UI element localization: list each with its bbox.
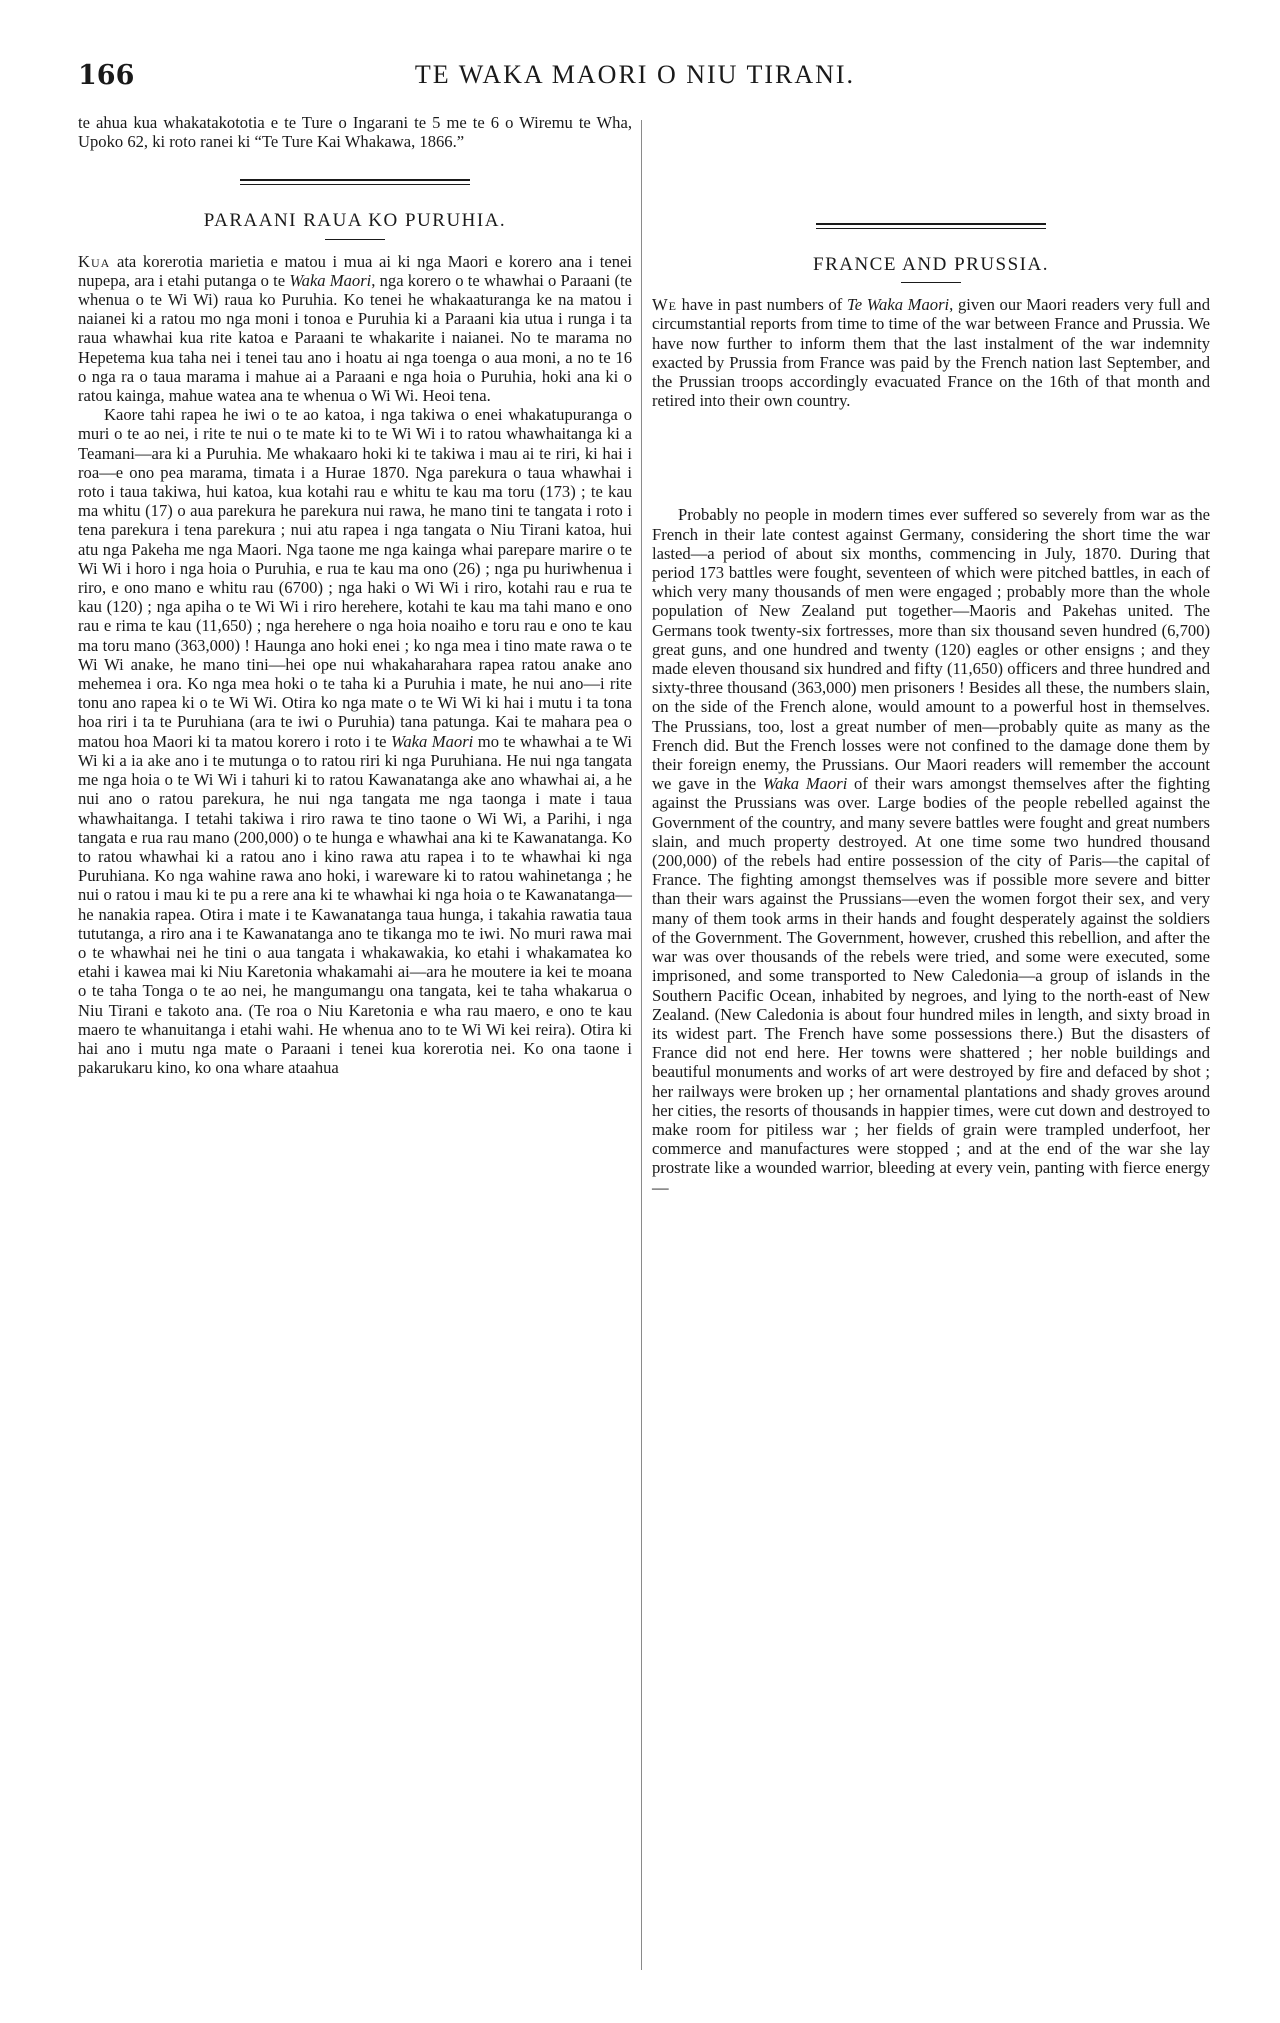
article-paragraph [78, 252, 632, 406]
running-title: TE WAKA MAORI O NIU TIRANI. [414, 60, 856, 89]
newspaper-title: Te Waka Maori [847, 295, 950, 315]
right-column [652, 113, 1210, 1197]
small-caps-opening: We [652, 295, 677, 315]
text-run: , given our Maori readers very full and circumstantial reports from time to time of the war between France and Prussia. We have now further to inform them that the last instalment of the war indemnity exacted by Prussia from France was paid by the French nation last September, and the Prussian troops accordingly evacuated France on the 16th of that month and retired into their own country. [652, 295, 1210, 411]
text-run: Kaore tahi rapea he iwi o te ao katoa, i nga takiwa o enei whakatupuranga o muri o te ao nei, i rite te nui o te mate ki to te Wi Wi i to ratou whawhaitanga ki a Teamani—ara ki a Puruhia. Me whakaaro hoki ki te takiwa i mau ai te riri, ki hai i roa—e ono pea marama, timata i a Hurae 1870. Nga parekura o taua whawhai i roto i taua takiwa, hui katoa, kua kotahi rau e whitu te kau ma toru (173) ; te kau ma whitu (17) o aua parekura he parekura nui rawa, he mano tini te tangata i roto i tena parekura i tena parekura ; nui atu rapea i nga tangata o Niu Tirani katoa, hui atu nga Pakeha me nga Maori. Nga taone me nga kainga whai parepare marire o te Wi Wi i horo i nga hoia o Puruhia, e rua te kau ma ono (26) ; nga pu huriwhenua i riro, e ono mano e whitu rau (6700) ; nga haki o Wi Wi i riro, kotahi rau e rua te kau (120) ; nga apiha o te Wi Wi i riro herehere, kotahi te kau ma tahi mano e ono rau e rima te kau (11,650) ; nga herehere o nga hoia noaiho e toru rau e ono te kau ma toru mano (363,000) ! Haunga ano hoki enei ; ko nga mea i tino mate rawa o te Wi Wi anake, he mano tini—hei ope nui whakaharahara rapea ratou anake ano mehemea i ora. Ko nga mea hoki o te taha ki a Puruhia i mate, he nui ano—i rite tonu ano rapea ki o te Wi Wi. Otira ko nga mate o te Wi Wi ki hai i mutu i ta tona hoa riri i ta te Puruhiana (ara te iwi o Puruhia) tana patunga. Kai te mahara pea o matou hoa Maori ki ta matou korero i roto i te [78, 405, 632, 751]
short-rule [901, 282, 961, 283]
left-column [78, 113, 632, 1077]
column-divider [641, 120, 642, 1970]
text-run: , nga korero o te whawhai o Paraani (te whenua o te Wi Wi) raua ko Puruhia. Ko tenei he whakaaturanga ke na matou i naianei ki a ratou mo nga moni i tonoa e Puruhia ki a Paraani kia utua i runga i ta raua whawhai kua rite katoa e Paraani te whakarite i naianei. No te marama no Hepetema kua taha nei i tenei tau ano i hoatu ai nga toenga o aua moni, a no te 16 o nga ra o taua marama i mahue ai a Paraani e nga hoia o Puruhia, hoki ana ki o ratou kainga, mahue watea ana te whenua o Wi Wi. Heoi tena. [78, 270, 632, 406]
double-rule [240, 179, 470, 185]
article-paragraph [652, 295, 1210, 410]
small-caps-opening: Kua [78, 251, 111, 271]
text-run: have in past numbers of [677, 295, 847, 315]
article-paragraph [652, 505, 1210, 1196]
text-run: of their wars amongst themselves after the fighting against the Prussians was over. Large bodies of the people rebelled against the Government of the country, and many severe battles were fought and great numbers slain, and much property destroyed. At one time some two hundred thousand (200,000) of the rebels had entire possession of the city of Paris—the capital of France. The fighting amongst themselves was if possible more severe and bitter than their wars against the Prussians—even the women forgot their sex, and very many of them took arms in their hands and fought desperately against the soldiers of the Government. The Government, however, crushed this rebellion, and after the war was over thousands of the rebels were tried, and some were executed, some imprisoned, and some transported to New Caledonia—a group of islands in the Southern Pacific Ocean, inhabited by negroes, and lying to the north-east of New Zealand. (New Caledonia is about four hundred miles in length, and sixty broad in its widest part. The French have some possessions there.) But the disasters of France did not end here. Her towns were shattered ; her noble buildings and beautiful monuments and works of art were destroyed by fire and defaced by shot ; her railways were broken up ; her ornamental plantations and shady groves around her cities, the resorts of thousands in happier times, were cut down and destroyed to make room for pitiless war ; her fields of grain were trampled underfoot, her commerce and manufactures were stopped ; and at the end of the war she lay prostrate like a wounded warrior, bleeding at every vein, panting with fierce energy— [652, 774, 1210, 1197]
short-rule [325, 239, 385, 240]
text-run: ata korerotia marietia e matou i mua ai ki nga Maori e korero ana i tenei nupepa, ara i etahi putanga o te [78, 251, 632, 290]
text-run: mo te whawhai a te Wi Wi ki a ia ake ano i te mutunga o to ratou riri ki nga Puruhiana. He nui nga tangata me nga hoia o te Wi Wi i tahuri ki to ratou Kawanatanga ake ano whawhai ai, a he nui ano o ratou parekura, he nui nga tangata me nga taonga i mate i taua whawhaitanga. I tetahi takiwa i riro rawa te tino taone o Wi Wi, a Parihi, i nga tangata e rua rau mano (200,000) o te hunga e whawhai ana ki te Kawanatanga. Ko to ratou whawhai ki a ratou ano i kino rawa atu rapea i to te whawhai ki nga Puruhiana. Ko nga wahine rawa ano hoki, i wareware ki to ratou wahinetanga ; he nui o ratou i mau ki te pu a rere ana ki te whawhai ki nga hoia o te Kawanatanga—he nanakia rapea. Otira i mate i te Kawanatanga taua hunga, i takahia rawatia taua tututanga, a riro ana i te Kawanatanga ano te tikanga mo te iwi. No muri rawa mai o te whawhai nei he tini o aua tangata i whakawakia, ko etahi i whakamatea ko etahi i kawea mai ki Niu Karetonia whakamahi ai—ara he moutere ia kei te moana o te taha Tonga o te ao nei, he mangumangu ona tangata, kei te taha whakarua o Niu Tirani e takoto ana. (Te roa o Niu Karetonia e wha rau maero, e ono te kau maero te whanuitanga i etahi wahi. He whenua ano to te Wi Wi kei reira). Otira ki hai ano i mutu nga mate o Paraani i tenei kua korerotia nei. Ko ona taone i pakarukaru kino, ko ona whare ataahua [78, 731, 633, 1078]
intro-text: te ahua kua whakatakototia e te Ture o Ingarani te 5 me te 6 o Wiremu te Wha, Upoko 62, ki roto ranei ki “Te Ture Kai Whakawa, 1866.” [78, 113, 632, 152]
article-paragraph [78, 405, 632, 1077]
newspaper-title: Waka Maori [289, 270, 372, 290]
double-rule [816, 223, 1046, 229]
column-gap [652, 410, 1210, 505]
newspaper-title: Waka Maori [391, 731, 474, 751]
page-number: 166 [78, 60, 135, 91]
section-title-maori: PARAANI RAUA KO PURUHIA. [203, 210, 507, 232]
text-run: Probably no people in modern times ever suffered so severely from war as the French in their late contest against Germany, considering the short time the war lasted—a period of about six months, commencing in July, 1870. During that period 173 battles were fought, seventeen of which were pitched battles, in each of which very many thousands of men were engaged ; probably more than the whole population of New Zealand put together—Maoris and Pakehas united. The Germans took twenty-six fortresses, more than six thousand seven hundred (6,700) great guns, and one hundred and twenty (120) eagles or other ensigns ; and they made eleven thousand six hundred and fifty (11,650) officers and three hundred and sixty-three thousand (363,000) men prisoners ! Besides all these, the numbers slain, on the side of the French alone, would amount to a powerful host in themselves. The Prussians, too, lost a great number of men—probably quite as many as the French did. But the French losses were not confined to the damage done them by their foreign enemy, the Prussians. Our Maori readers will remember the account we gave in the [652, 505, 1210, 794]
newspaper-title: Waka Maori [762, 774, 848, 794]
section-title-english: FRANCE AND PRUSSIA. [813, 254, 1049, 275]
